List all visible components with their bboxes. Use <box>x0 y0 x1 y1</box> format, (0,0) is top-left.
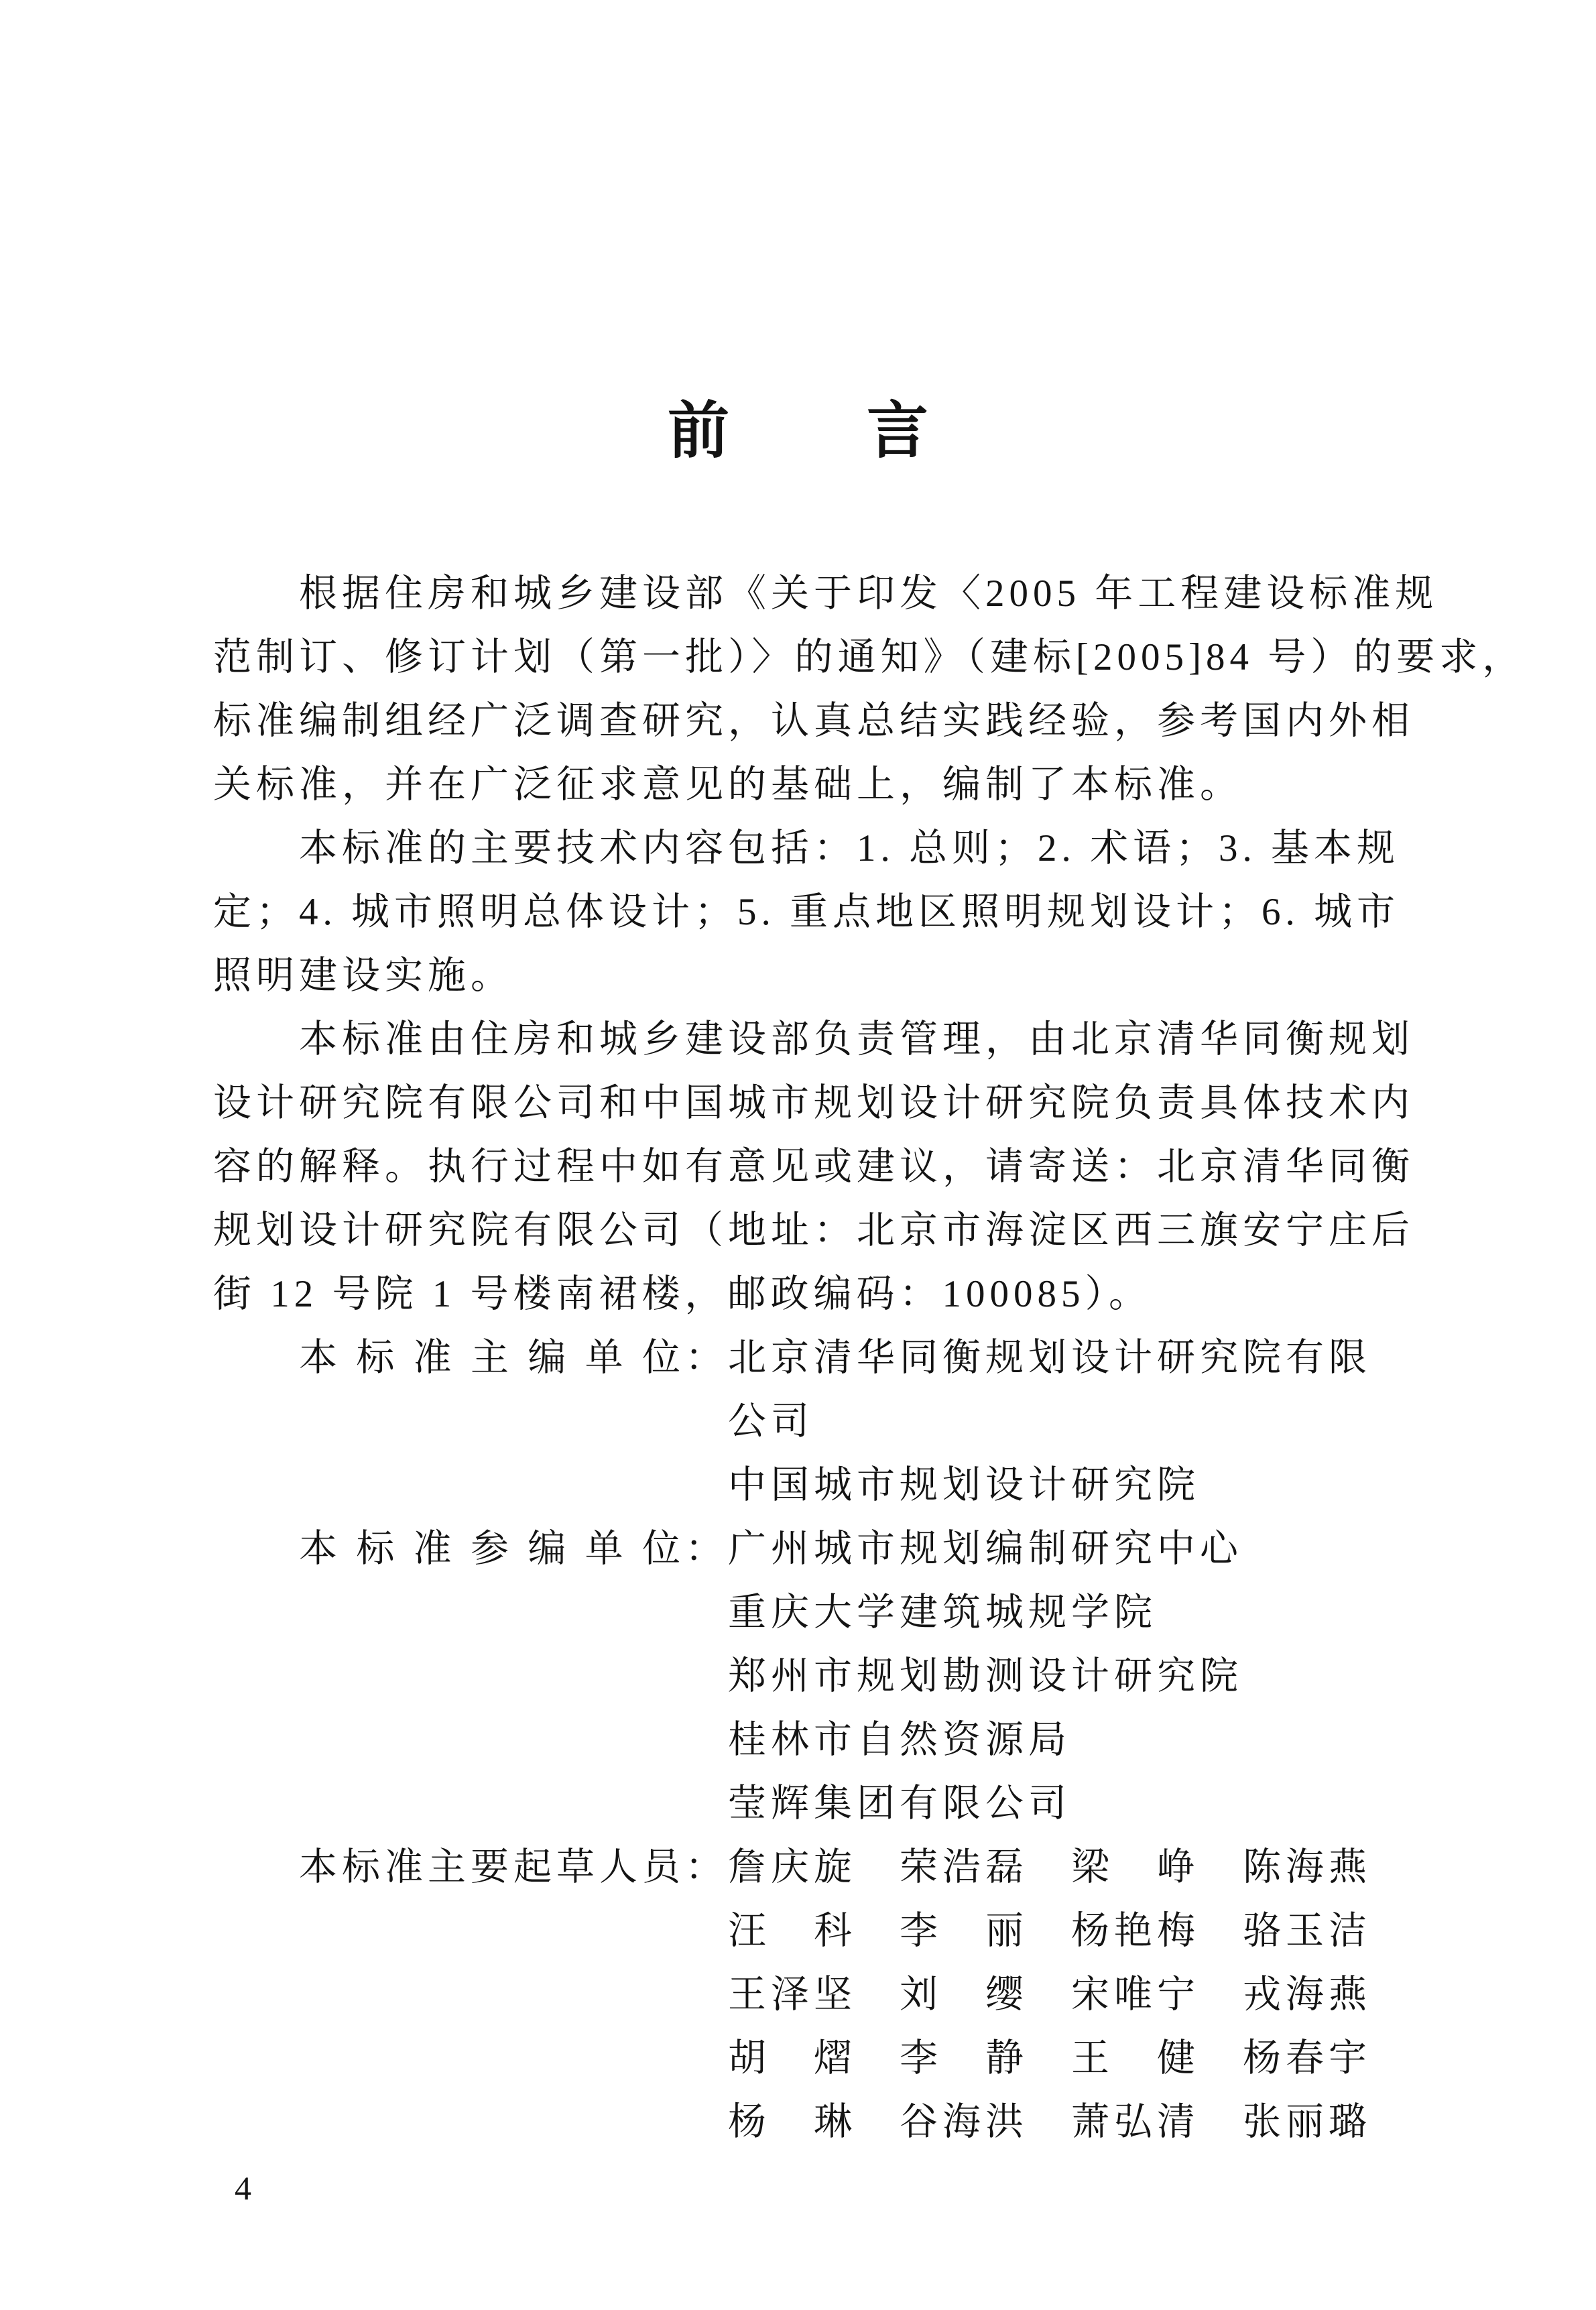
page-title-char: 前 <box>667 397 729 465</box>
drafter-name: 李静 <box>900 2037 1028 2079</box>
drafter-name: 宋唯宁 <box>1071 1973 1200 2016</box>
credit-colon: ： <box>685 1337 728 1379</box>
paragraph-line: 定；4. 城市照明总体设计；5. 重点地区照明规划设计；6. 城市 <box>213 891 1400 933</box>
credit-row <box>213 1517 1433 1581</box>
page-number: 4 <box>235 2169 251 2207</box>
credit-org-line: 郑州市规划勘测设计研究院 <box>728 1655 1243 1697</box>
credit-name-row <box>213 1899 1433 1963</box>
drafter-name: 胡熠 <box>728 2037 857 2079</box>
credit-label: 本标准参编单位 <box>299 1528 685 1570</box>
drafter-name: 张丽璐 <box>1243 2101 1371 2143</box>
paragraph-line: 关标准，并在广泛征求意见的基础上，编制了本标准。 <box>213 764 1243 806</box>
drafter-name: 杨春宇 <box>1243 2037 1371 2079</box>
drafter-name: 戎海燕 <box>1243 1973 1371 2016</box>
credit-colon: ： <box>685 1846 728 1888</box>
drafter-name: 汪科 <box>728 1910 857 1952</box>
credit-label: 本标准主要起草人员 <box>299 1846 685 1888</box>
paragraph-line: 设计研究院有限公司和中国城市规划设计研究院负责具体技术内 <box>213 1082 1414 1124</box>
paragraph-line: 照明建设实施。 <box>213 955 513 997</box>
document-body <box>213 562 1526 2154</box>
paragraph-line: 规划设计研究院有限公司（地址：北京市海淀区西三旗安宁庄后 <box>213 1209 1414 1252</box>
credit-label: 本标准主编单位 <box>299 1337 685 1379</box>
credit-org: 广州城市规划编制研究中心 <box>728 1528 1243 1570</box>
paragraph-line: 本标准的主要技术内容包括：1. 总则；2. 术语；3. 基本规 <box>299 827 1400 869</box>
drafter-name: 李丽 <box>900 1910 1028 1952</box>
page-title <box>0 394 1596 468</box>
paragraph-line: 根据住房和城乡建设部《关于印发〈2005 年工程建设标准规 <box>299 572 1438 615</box>
drafter-name: 萧弘清 <box>1071 2101 1200 2143</box>
drafter-name: 陈海燕 <box>1243 1846 1371 1888</box>
drafter-name: 詹庆旋 <box>728 1846 857 1888</box>
credit-name-row <box>213 2026 1433 2090</box>
credit-org-line: 中国城市规划设计研究院 <box>728 1464 1200 1506</box>
page-title-char: 言 <box>867 397 929 465</box>
drafter-name: 骆玉洁 <box>1243 1910 1371 1952</box>
credit-name-row <box>213 1963 1433 2026</box>
drafter-name: 王健 <box>1071 2037 1200 2079</box>
credit-row <box>213 1326 1433 1390</box>
drafter-name: 谷海洪 <box>900 2101 1028 2143</box>
credit-org-line: 桂林市自然资源局 <box>728 1719 1071 1761</box>
drafter-name: 王泽坚 <box>728 1973 857 2016</box>
paragraph-line: 本标准由住房和城乡建设部负责管理，由北京清华同衡规划 <box>299 1018 1414 1060</box>
credit-org: 北京清华同衡规划设计研究院有限 <box>728 1337 1371 1379</box>
credit-org-line: 莹辉集团有限公司 <box>728 1782 1071 1825</box>
drafter-name: 杨琳 <box>728 2101 857 2143</box>
drafter-name: 刘缨 <box>900 1973 1028 2016</box>
credit-name-row <box>213 2090 1433 2154</box>
drafter-name: 梁峥 <box>1071 1846 1200 1888</box>
credit-colon: ： <box>685 1528 728 1570</box>
paragraph-line: 标准编制组经广泛调查研究，认真总结实践经验，参考国内外相 <box>213 700 1414 742</box>
credit-org-line: 公司 <box>728 1400 814 1443</box>
credit-org-line: 重庆大学建筑城规学院 <box>728 1591 1157 1634</box>
paragraph-line: 范制订、修订计划（第一批）〉的通知》（建标[2005]84 号）的要求， <box>213 636 1526 678</box>
drafter-name: 荣浩磊 <box>900 1846 1028 1888</box>
credit-row <box>213 1835 1433 1899</box>
paragraph-line: 容的解释。执行过程中如有意见或建议，请寄送：北京清华同衡 <box>213 1146 1414 1188</box>
drafter-name: 杨艳梅 <box>1071 1910 1200 1952</box>
paragraph-line: 街 12 号院 1 号楼南裙楼，邮政编码：100085）。 <box>213 1273 1152 1315</box>
